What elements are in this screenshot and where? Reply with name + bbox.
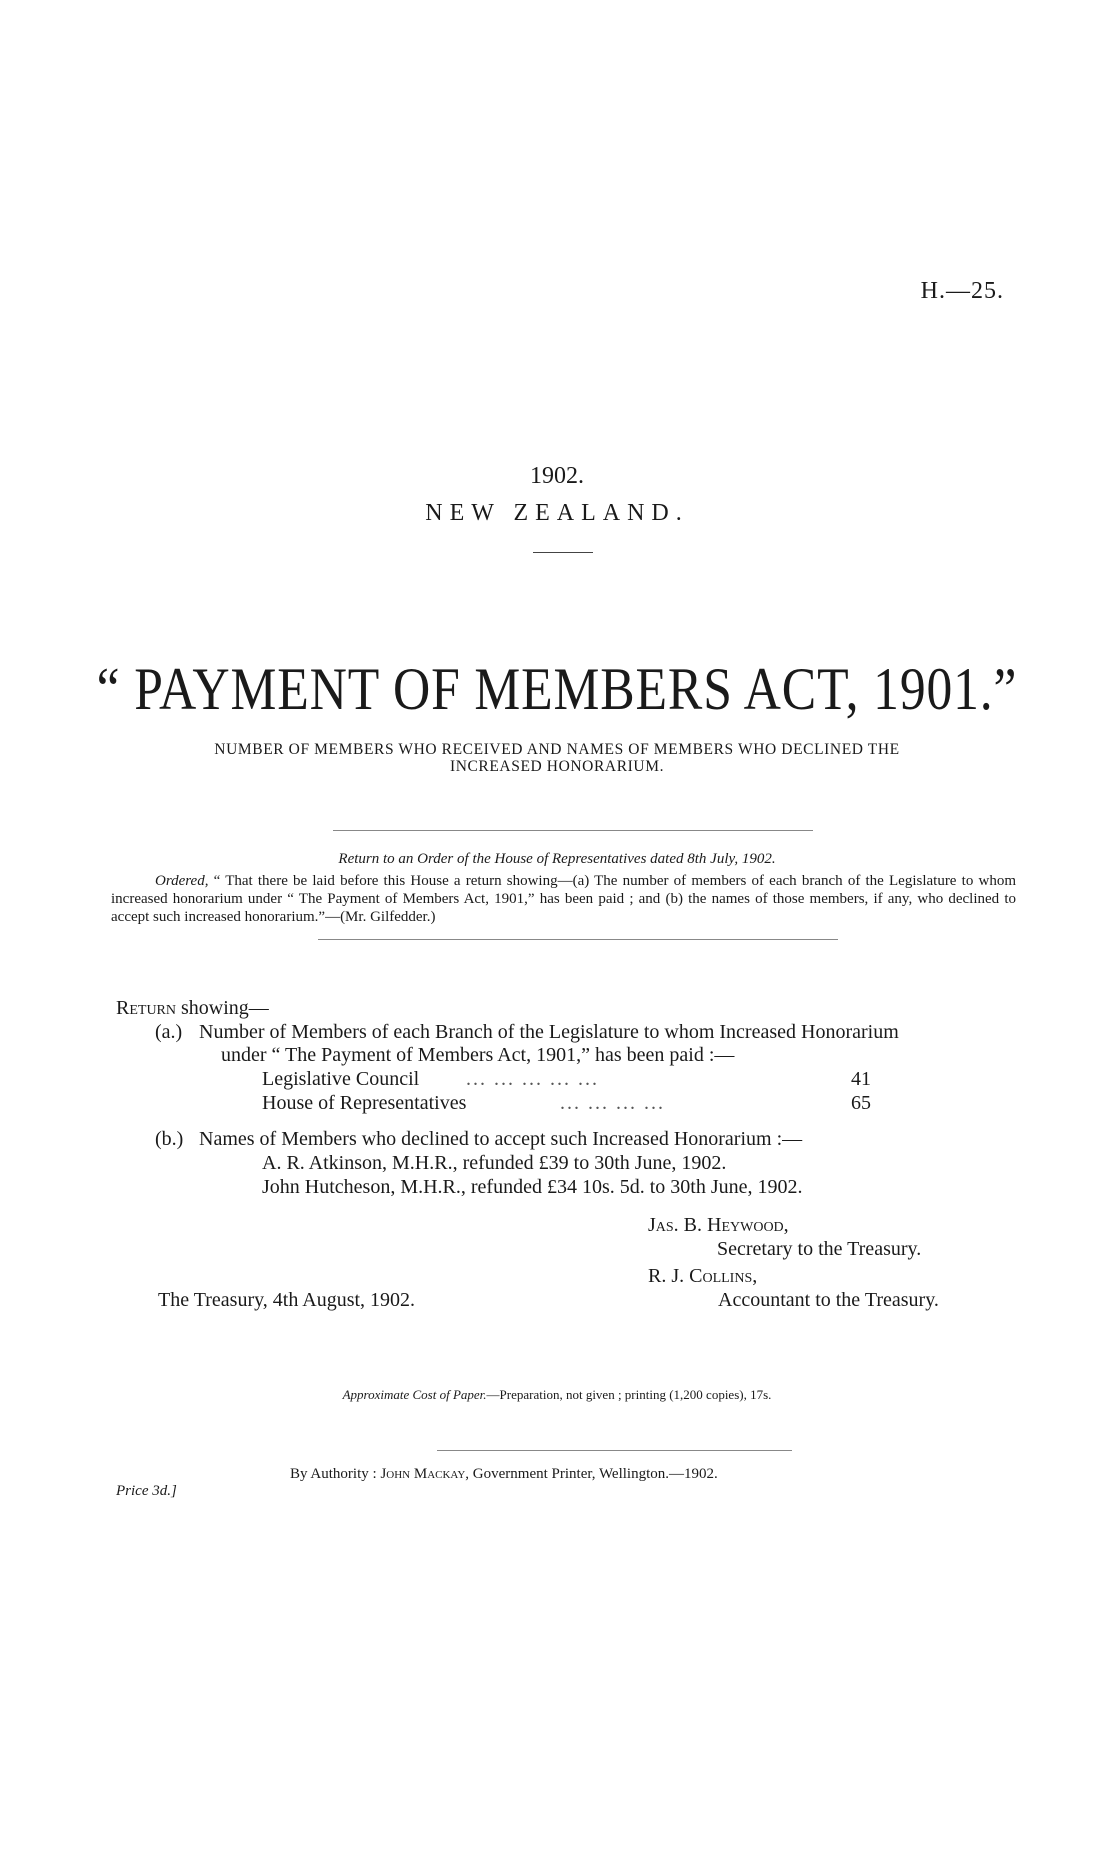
return-heading-rest: showing—	[176, 997, 269, 1019]
place-date: The Treasury, 4th August, 1902.	[158, 1289, 416, 1311]
signature-name	[648, 1264, 757, 1288]
divider	[333, 830, 813, 831]
row-name: Legislative Council	[262, 1068, 420, 1090]
return-heading	[116, 996, 269, 1020]
return-order-line: Return to an Order of the House of Representatives dated 8th July, 1902.	[338, 851, 776, 867]
subtitle-line: INCREASED HONORARIUM.	[449, 758, 665, 775]
row-name: House of Representatives	[262, 1092, 467, 1114]
price: Price 3d.]	[116, 1483, 177, 1499]
divider	[437, 1450, 792, 1451]
divider	[533, 552, 593, 553]
country-heading: NEW ZEALAND.	[425, 500, 689, 526]
row-leader: ... ... ... ...	[560, 1092, 665, 1114]
cost-label: Approximate Cost of Paper.	[342, 1387, 487, 1402]
declined-member: A. R. Atkinson, M.H.R., refunded £39 to 30th June, 1902.	[262, 1152, 727, 1174]
row-leader: ... ... ... ... ...	[466, 1068, 599, 1090]
item-a-text: Number of Members of each Branch of the Legislature to whom Increased Honorarium	[199, 1021, 899, 1043]
row-value: 65	[851, 1092, 871, 1114]
signature-name-text: R. J. Collins,	[648, 1265, 758, 1287]
row-value: 41	[851, 1068, 871, 1090]
cost-text: —Preparation, not given ; printing (1,200 copies), 17s.	[486, 1387, 772, 1402]
authority-rest: , Government Printer, Wellington.—1902.	[465, 1466, 718, 1482]
signature-name-text: Jas. B. Heywood,	[648, 1214, 789, 1236]
printer-name: John Mackay	[380, 1466, 466, 1482]
return-heading-word: Return	[116, 997, 177, 1019]
divider	[318, 939, 838, 940]
authority-prefix: By Authority :	[290, 1466, 381, 1482]
ordered-label: Ordered,	[155, 873, 209, 889]
item-b-text: Names of Members who declined to accept such Increased Honorarium :—	[199, 1128, 803, 1150]
item-a-text-cont: under “ The Payment of Members Act, 1901,” has been paid :—	[221, 1044, 735, 1066]
signature-title: Secretary to the Treasury.	[717, 1238, 922, 1260]
authority-line	[290, 1466, 718, 1483]
cost-note	[0, 1387, 1114, 1403]
item-a-label: (a.)	[155, 1021, 183, 1043]
document-code: H.—25.	[920, 278, 1004, 304]
signature-name	[648, 1213, 789, 1237]
ordered-text: “ That there be laid before this House a return showing—(a) The number of members of each branch of the Legislature to whom increased honorarium under “ The Payment of Members Act, 1901,” has been paid ; and (b) the names of those members, if any, who declined to accept such increased honorarium.”—(Mr. Gilfedder.)	[111, 873, 1016, 925]
subtitle-line: NUMBER OF MEMBERS WHO RECEIVED AND NAMES OF MEMBERS WHO DECLINED THE	[214, 741, 900, 758]
subtitle	[112, 741, 1002, 775]
item-b-label: (b.)	[155, 1128, 184, 1150]
signature-title: Accountant to the Treasury.	[718, 1289, 939, 1311]
order-paragraph	[111, 872, 1016, 926]
publication-year: 1902.	[530, 463, 584, 489]
page-title: “ PAYMENT OF MEMBERS ACT, 1901.”	[96, 656, 1018, 722]
declined-member: John Hutcheson, M.H.R., refunded £34 10s. 5d. to 30th June, 1902.	[262, 1176, 803, 1198]
